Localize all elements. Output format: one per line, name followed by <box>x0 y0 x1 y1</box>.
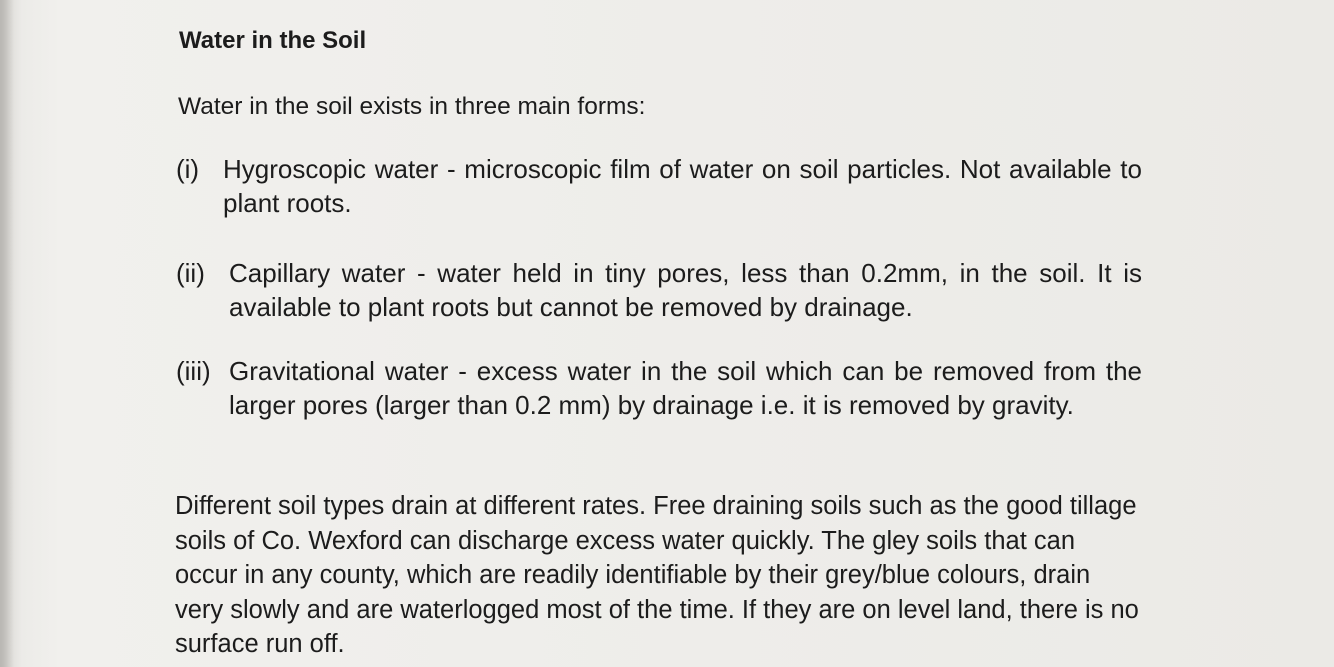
section-title: Water in the Soil <box>179 27 367 54</box>
item-number: (iii) <box>176 356 211 386</box>
intro-text: Water in the soil exists in three main forms: <box>178 93 646 120</box>
list-item <box>176 152 1142 220</box>
body-paragraph: Different soil types drain at different rates. Free draining soils such as the good tillage soils of Co. Wexford can discharge excess water quickly. The gley soils that can occur in any county, which are readily identifiable by their grey/blue colours, drain very slowly and are waterlogged most of the time. If they are on level land, there is no surface run off. <box>175 492 1139 658</box>
item-text: Gravitational water - excess water in the soil which can be removed from the larger pores (larger than 0.2 mm) by drainage i.e. it is removed by gravity. <box>229 356 1142 420</box>
item-number: (i) <box>176 154 200 184</box>
list-item <box>176 354 1142 422</box>
item-text: Capillary water - water held in tiny pores, less than 0.2mm, in the soil. It is available to plant roots but cannot be removed by drainage. <box>229 258 1142 322</box>
list-item <box>176 256 1142 324</box>
page-spine-shadow <box>0 0 14 667</box>
item-text: Hygroscopic water - microscopic film of water on soil particles. Not available to plant roots. <box>223 154 1142 218</box>
item-number: (ii) <box>176 258 205 288</box>
